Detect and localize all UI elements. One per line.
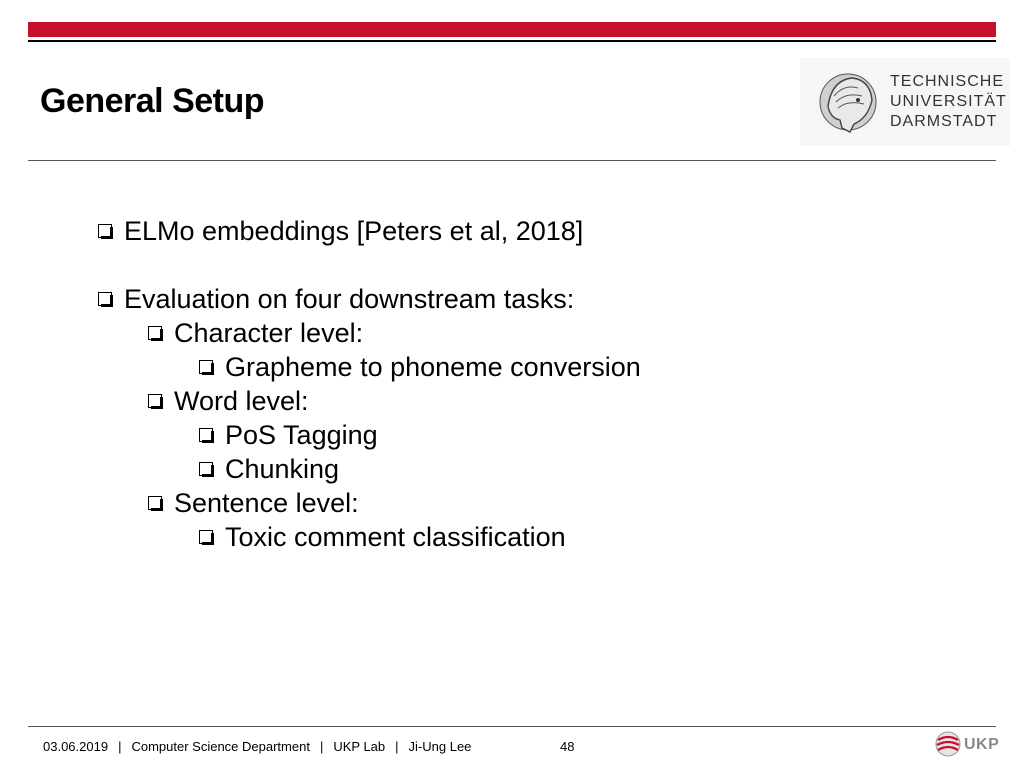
logo-line-3: DARMSTADT [890, 113, 998, 130]
checkbox-bullet-icon [148, 326, 162, 340]
logo-line-1: TECHNISCHE [890, 73, 1005, 90]
tu-darmstadt-logo [800, 58, 1010, 146]
ukp-globe-icon [934, 730, 962, 758]
footer-department: Computer Science Department [131, 739, 310, 754]
footer-separator: | [395, 739, 399, 754]
checkbox-bullet-icon [199, 360, 213, 374]
footer-date: 03.06.2019 [43, 739, 109, 754]
footer-divider [28, 726, 996, 727]
checkbox-bullet-icon [98, 224, 112, 238]
list-item: PoS Tagging [199, 418, 378, 452]
footer-separator: | [118, 739, 122, 754]
list-item: Chunking [199, 452, 339, 486]
list-item: Grapheme to phoneme conversion [199, 350, 641, 384]
logo-line-2: UNIVERSITÄT [890, 93, 1007, 110]
header-divider [28, 160, 996, 161]
list-item: Word level: [148, 384, 309, 418]
top-divider [28, 40, 996, 42]
checkbox-bullet-icon [199, 530, 213, 544]
footer-author: Ji-Ung Lee [408, 739, 472, 754]
checkbox-bullet-icon [148, 394, 162, 408]
slide-title: General Setup [40, 82, 265, 120]
checkbox-bullet-icon [199, 428, 213, 442]
checkbox-bullet-icon [148, 496, 162, 510]
checkbox-bullet-icon [199, 462, 213, 476]
checkbox-bullet-icon [98, 292, 112, 306]
list-item: Evaluation on four downstream tasks: [98, 282, 574, 316]
footer-info [43, 739, 471, 754]
list-item: ELMo embeddings [Peters et al, 2018] [98, 214, 583, 248]
footer-separator: | [319, 739, 324, 754]
top-accent-bar [28, 22, 996, 37]
ukp-logo-text: UKP [964, 736, 1000, 753]
athena-head-icon [818, 66, 882, 138]
footer-lab: UKP Lab [333, 739, 386, 754]
ukp-logo [934, 730, 998, 760]
list-item: Sentence level: [148, 486, 359, 520]
list-item: Toxic comment classification [199, 520, 566, 554]
page-number: 48 [560, 739, 575, 754]
list-item: Character level: [148, 316, 363, 350]
